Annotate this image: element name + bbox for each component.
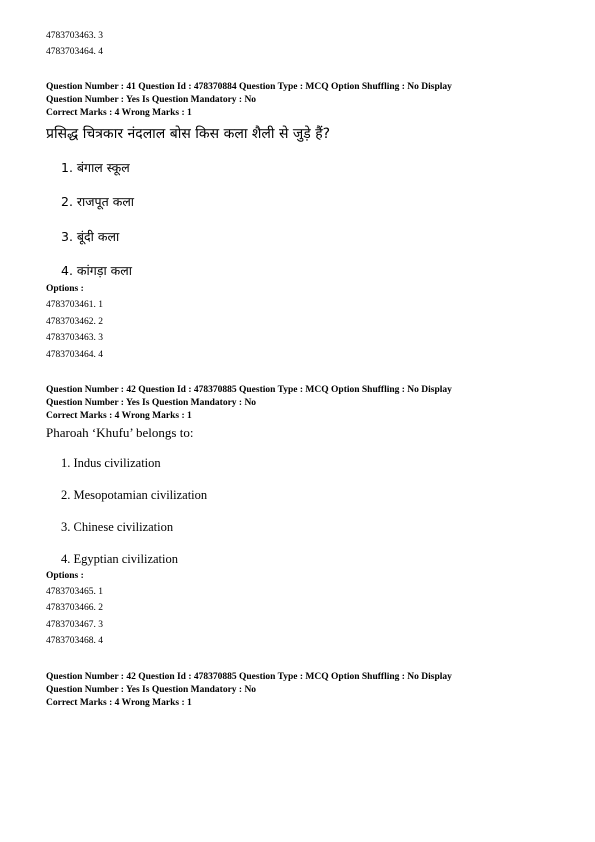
options-label: Options : [46, 571, 84, 581]
answer-option: 2. राजपूत कला [61, 194, 135, 209]
answer-option: 1. बंगाल स्कूल [61, 160, 130, 175]
answer-option: 4. कांगड़ा कला [61, 263, 132, 278]
option-id-line: 4783703466. 2 [46, 603, 103, 613]
options-label: Options : [46, 284, 84, 294]
question-text: प्रसिद्ध चित्रकार नंदलाल बोस किस कला शैली से जुड़े हैं? [46, 126, 331, 142]
question-meta-line: Question Number : 41 Question Id : 478370884 Question Type : MCQ Option Shuffling : No Display [46, 82, 452, 92]
question-marks-line: Correct Marks : 4 Wrong Marks : 1 [46, 108, 192, 118]
answer-option: 4. Egyptian civilization [61, 552, 178, 566]
option-id-line: 4783703467. 3 [46, 620, 103, 630]
option-id-line: 4783703463. 3 [46, 333, 103, 343]
question-marks-line: Correct Marks : 4 Wrong Marks : 1 [46, 411, 192, 421]
question-meta-line: Question Number : 42 Question Id : 478370885 Question Type : MCQ Option Shuffling : No Display [46, 672, 452, 682]
answer-option: 2. Mesopotamian civilization [61, 488, 208, 502]
question-meta-line: Question Number : Yes Is Question Mandatory : No [46, 685, 257, 695]
answer-option: 1. Indus civilization [61, 456, 161, 470]
option-id-line: 4783703463. 3 [46, 31, 103, 41]
answer-option: 3. बूंदी कला [61, 229, 120, 244]
question-marks-line: Correct Marks : 4 Wrong Marks : 1 [46, 698, 192, 708]
option-id-line: 4783703465. 1 [46, 587, 103, 597]
answer-option: 3. Chinese civilization [61, 520, 174, 534]
option-id-line: 4783703464. 4 [46, 47, 103, 57]
option-id-line: 4783703461. 1 [46, 300, 103, 310]
question-meta-line: Question Number : Yes Is Question Mandatory : No [46, 95, 257, 105]
question-text: Pharoah ‘Khufu’ belongs to: [46, 425, 194, 440]
option-id-line: 4783703462. 2 [46, 317, 103, 327]
question-meta-line: Question Number : 42 Question Id : 478370885 Question Type : MCQ Option Shuffling : No Display [46, 385, 452, 395]
question-meta-line: Question Number : Yes Is Question Mandatory : No [46, 398, 257, 408]
option-id-line: 4783703464. 4 [46, 350, 103, 360]
option-id-line: 4783703468. 4 [46, 636, 103, 646]
